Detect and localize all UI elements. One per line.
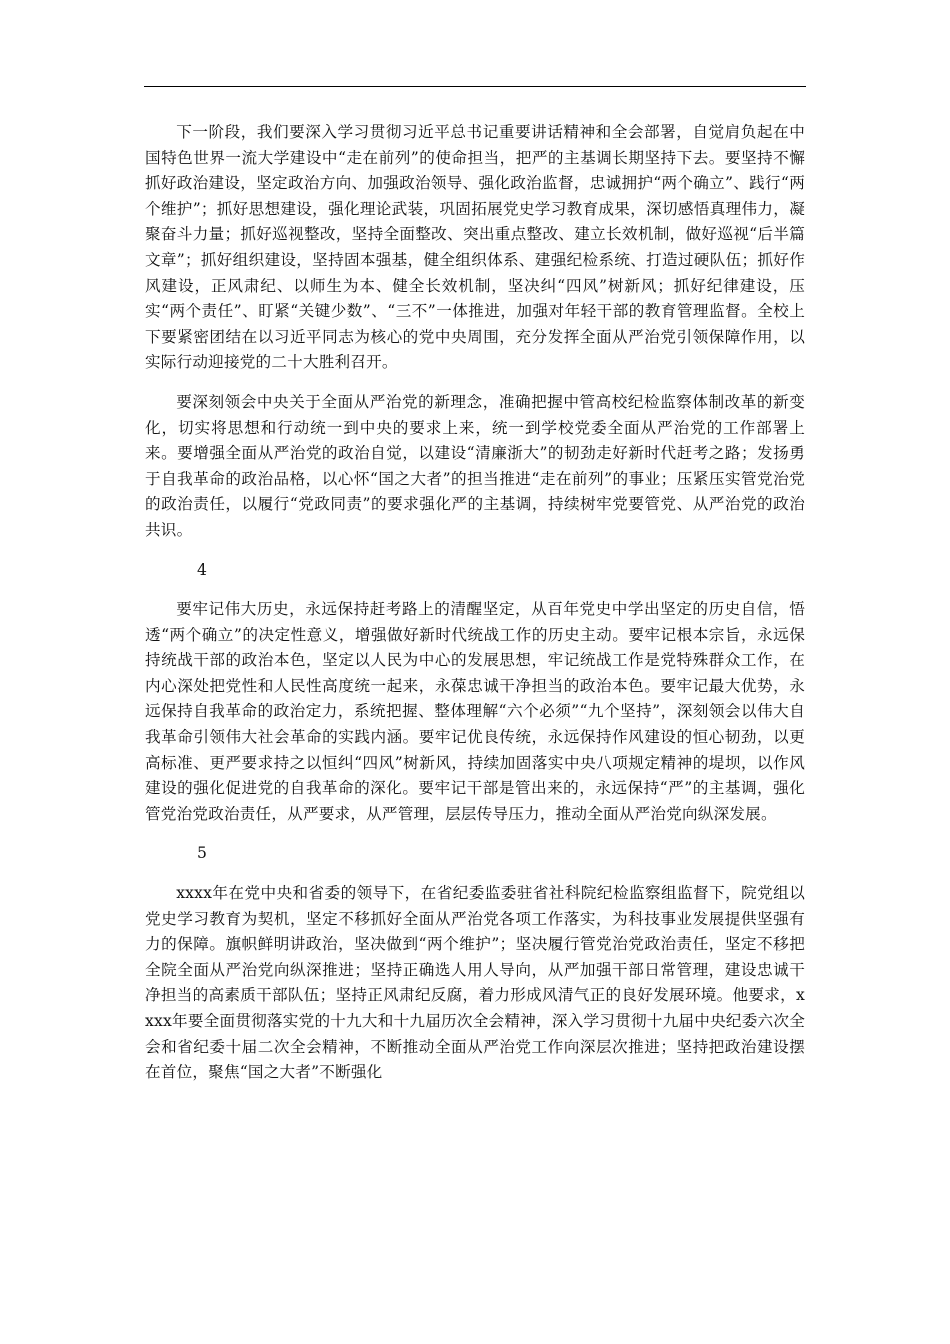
paragraph-annual-review: xxxx年在党中央和省委的领导下，在省纪委监委驻省社科院纪检监察组监督下，院党组以党史学习教育为契机，坚定不移抓好全面从严治党各项工作落实，为科技事业发展提供坚强有力的保障。旗帜鲜明讲政治，坚决做到“两个维护”；坚决履行管党治党政治责任，坚定不移把全院全面从严治党向纵深推进；坚持正确选人用人导向，从严加强干部日常管理，建设忠诚干净担当的高素质干部队伍；坚持正风肃纪反腐，着力形成风清气正的良好发展环境。他要求，xxxx年要全面贯彻落实党的十九大和十九届历次全会精神，深入学习贯彻十九届中央纪委六次全会和省纪委十届二次全会精神，不断推动全面从严治党工作向深层次推进；坚持把政治建设摆在首位，聚焦“国之大者”不断强化 — [145, 884, 805, 1082]
document-body — [145, 120, 805, 1086]
page-number-5: 5 — [197, 844, 208, 863]
page-number-4: 4 — [197, 560, 208, 579]
header-rule — [144, 86, 806, 87]
paragraph-next-stage: 下一阶段，我们要深入学习贯彻习近平总书记重要讲话精神和全会部署，自觉肩负起在中国特色世界一流大学建设中“走在前列”的使命担当，把严的主基调长期坚持下去。要坚持不懈抓好政治建设，坚定政治方向、加强政治领导、强化政治监督，忠诚拥护“两个确立”、践行“两个维护”；抓好思想建设，强化理论武装，巩固拓展党史学习教育成果，深切感悟真理伟力，凝聚奋斗力量；抓好巡视整改，坚持全面整改、突出重点整改、建立长效机制，做好巡视“后半篇文章”；抓好组织建设，坚持固本强基，健全组织体系、建强纪检系统、打造过硬队伍；抓好作风建设，正风肃纪、以师生为本、健全长效机制，坚决纠“四风”树新风；抓好纪律建设，压实“两个责任”、盯紧“关键少数”、“三不”一体推进，加强对年轻干部的教育管理监督。全校上下要紧密团结在以习近平同志为核心的党中央周围，充分发挥全面从严治党引领保障作用，以实际行动迎接党的二十大胜利召开。 — [145, 123, 805, 372]
paragraph-remember-history: 要牢记伟大历史，永远保持赶考路上的清醒坚定，从百年党史中学出坚定的历史自信，悟透“两个确立”的决定性意义，增强做好新时代统战工作的历史主动。要牢记根本宗旨，永远保持统战干部的政治本色，坚定以人民为中心的发展思想，牢记统战工作是党特殊群众工作，在内心深处把党性和人民性高度统一起来，永葆忠诚干净担当的政治本色。要牢记最大优势，永远保持自我革命的政治定力，系统把握、整体理解“六个必须”“九个坚持”，深刻领会以伟大自我革命引领伟大社会革命的实践内涵。要牢记优良传统，永远保持作风建设的恒心韧劲，以更高标准、更严要求持之以恒纠“四风”树新风，持续加固落实中央八项规定精神的堤坝，以作风建设的强化促进党的自我革命的深化。要牢记干部是管出来的，永远保持“严”的主基调，强化管党治党政治责任，从严要求，从严管理，层层传导压力，推动全面从严治党向纵深发展。 — [145, 600, 805, 823]
paragraph-party-governance: 要深刻领会中央关于全面从严治党的新理念，准确把握中管高校纪检监察体制改革的新变化，切实将思想和行动统一到中央的要求上来，统一到学校党委全面从严治党的工作部署上来。要增强全面从严治党的政治自觉，以建设“清廉浙大”的韧劲走好新时代赶考之路；发扬勇于自我革命的政治品格，以心怀“国之大者”的担当推进“走在前列”的事业；压紧压实管党治党的政治责任，以履行“党政同责”的要求强化严的主基调，持续树牢党要管党、从严治党的政治共识。 — [145, 392, 805, 539]
